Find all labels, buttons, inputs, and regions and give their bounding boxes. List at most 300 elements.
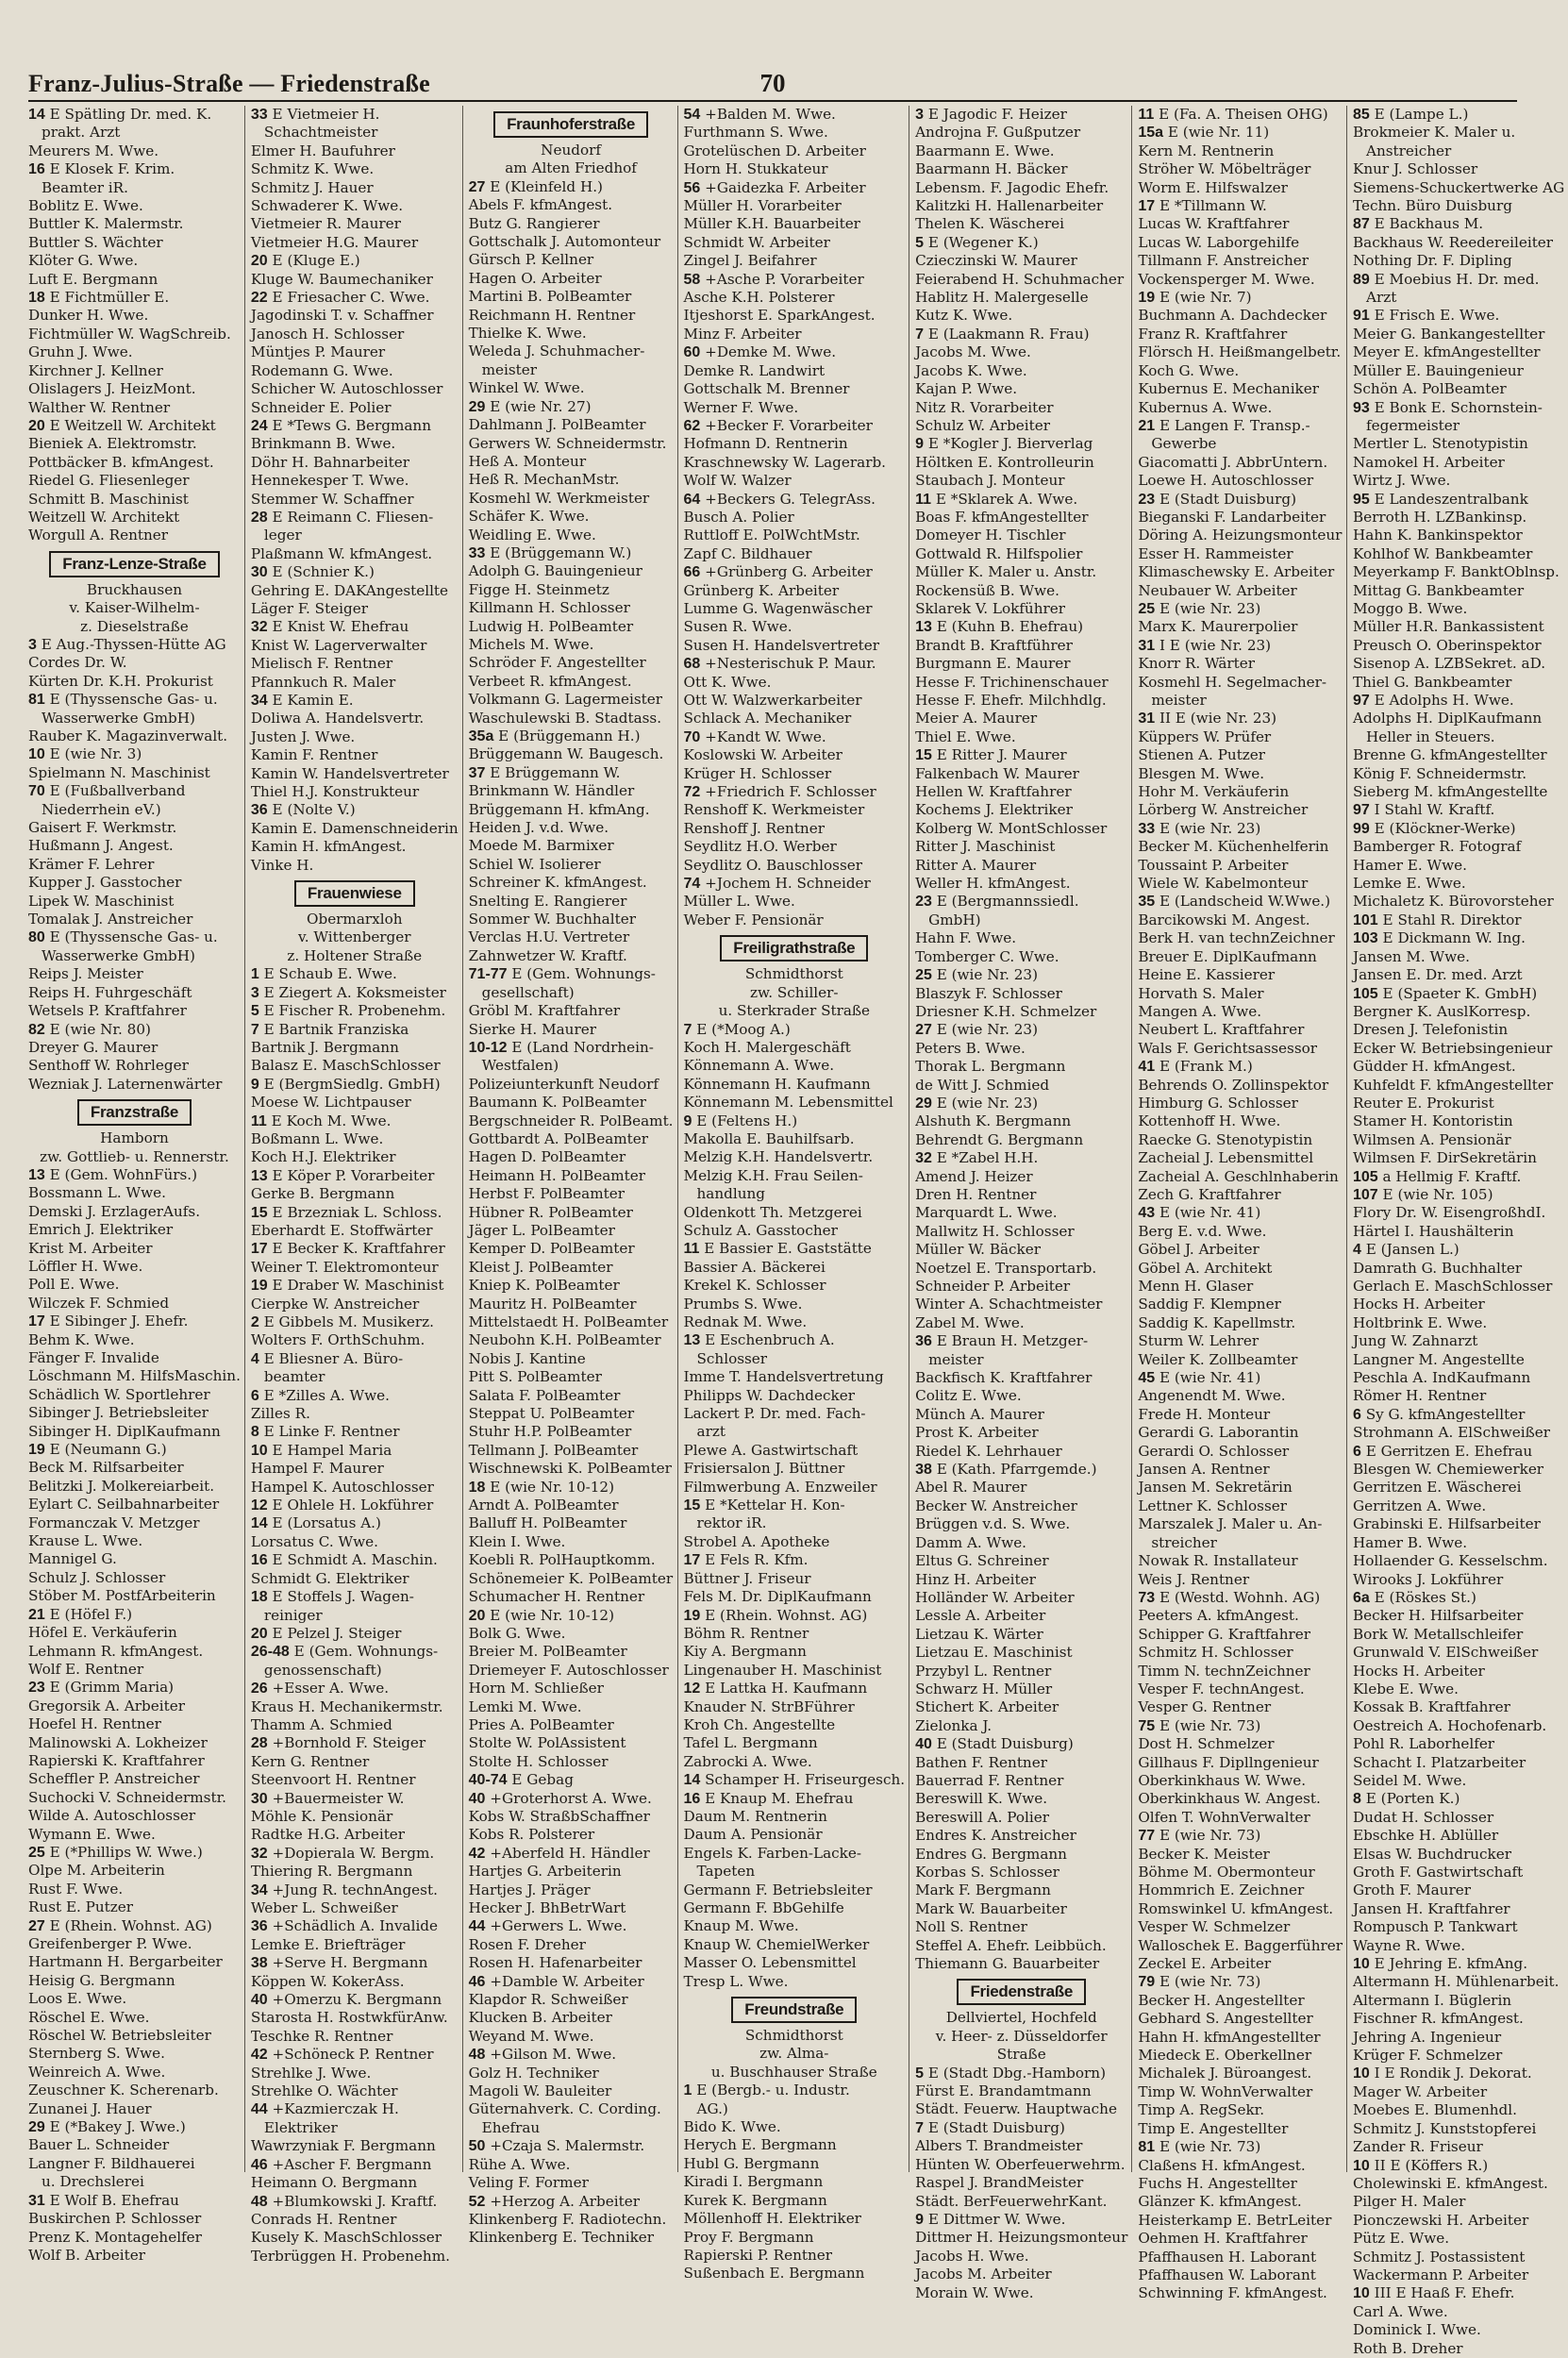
entry-text: Salata F. PolBeamter (468, 1386, 621, 1404)
directory-entry (915, 1552, 1127, 1570)
entry-text: Moebes E. Blumenhdl. (1353, 2101, 1517, 2119)
entry-text: E (wie Nr. 23) (1159, 599, 1261, 617)
directory-entry (469, 1734, 674, 1752)
directory-entry (1353, 1809, 1564, 1827)
directory-entry (684, 1643, 906, 1661)
entry-text: Behrends O. Zollinspektor (1138, 1076, 1329, 1094)
directory-entry (1353, 417, 1564, 435)
entry-text: Zacheial A. Geschlnhaberin (1138, 1167, 1339, 1185)
directory-entry (251, 1259, 459, 1277)
entry-text: Thiel H.J. Konstrukteur (250, 783, 420, 801)
entry-text: E (Kleinfeld H.) (490, 177, 603, 195)
column-4 (677, 106, 909, 2283)
entry-text: Peters B. Wwe. (915, 1039, 1026, 1057)
entry-text: Baumann K. PolBeamter (468, 1094, 647, 1112)
entry-text: Weinreich A. Wwe. (28, 2063, 166, 2081)
directory-entry (1353, 1937, 1564, 1955)
directory-entry (28, 1367, 241, 1385)
directory-entry (469, 1350, 674, 1368)
directory-entry (251, 1625, 459, 1643)
directory-entry (1138, 1021, 1343, 1039)
entry-text: Dunker H. Wwe. (28, 307, 149, 325)
directory-entry (251, 1350, 459, 1368)
directory-entry (684, 1845, 906, 1863)
directory-entry (251, 984, 459, 1002)
entry-text: Böhm R. Rentner (683, 1624, 809, 1642)
directory-entry (1353, 307, 1564, 325)
entry-text: Anstreicher (1366, 142, 1452, 159)
directory-entry (1138, 1735, 1343, 1753)
directory-entry (684, 1259, 906, 1277)
entry-text: Kobs R. Polsterer (468, 1826, 595, 1844)
house-number: 95 (1353, 491, 1370, 508)
directory-entry (1353, 1332, 1564, 1350)
directory-entry (28, 2136, 241, 2154)
entry-text: Sibinger H. DiplKaufmann (28, 1422, 221, 1440)
street-location-note (915, 2046, 1127, 2064)
house-number: 9 (915, 436, 924, 453)
entry-text: Menn H. Glaser (1138, 1278, 1254, 1295)
directory-entry (1353, 765, 1564, 783)
house-number: 24 (250, 417, 268, 434)
entry-text: E (Porten K.) (1365, 1790, 1460, 1808)
entry-text: Prenz K. Montagehelfer (28, 2228, 202, 2246)
directory-entry (1138, 2249, 1343, 2266)
entry-text: Suchocki V. Schneidermstr. (28, 1788, 226, 1806)
directory-entry (1138, 1095, 1343, 1112)
directory-entry (1138, 252, 1343, 270)
entry-text: E Ohlele H. Lokführer (272, 1497, 434, 1514)
entry-text: Kraus H. Mechanikermstr. (250, 1697, 443, 1715)
entry-text: Schicher W. Autoschlosser (250, 380, 443, 398)
entry-text: Schmidt G. Elektriker (250, 1569, 409, 1587)
directory-entry (469, 1991, 674, 2009)
entry-text: Burgmann E. Maurer (915, 655, 1071, 673)
entry-text: E (wie Nr. 73) (1159, 1716, 1261, 1734)
directory-entry (28, 2064, 241, 2082)
directory-entry (28, 1679, 241, 1697)
directory-entry (28, 1715, 241, 1733)
entry-text: Becker H. Angestellter (1138, 1991, 1305, 2009)
entry-text: Knauder N. StrBFührer (683, 1697, 855, 1715)
entry-text: Müller L. Wwe. (683, 893, 795, 911)
entry-text: E (wie Nr. 41) (1159, 1204, 1261, 1222)
entry-text: +Bauermeister W. (272, 1789, 405, 1807)
entry-text: Kalitzki H. Hallenarbeiter (915, 197, 1104, 215)
entry-text: Barcikowski M. Angest. (1138, 911, 1310, 928)
directory-entry (251, 1881, 459, 1899)
directory-entry (1138, 124, 1343, 142)
directory-entry (469, 745, 674, 763)
entry-text: Lietzau K. Wärter (915, 1625, 1043, 1643)
entry-text: Zunanei J. Hauer (28, 2099, 152, 2117)
directory-entry (1138, 2065, 1343, 2082)
entry-text: Makolla E. Bauhilfsarb. (683, 1129, 855, 1147)
entry-text: Wetsels P. Kraftfahrer (28, 1002, 187, 1020)
entry-text: +Gaidezka F. Arbeiter (705, 178, 866, 196)
entry-text: streicher (1151, 1533, 1217, 1551)
house-number: 43 (1138, 1205, 1156, 1222)
directory-entry (469, 581, 674, 599)
entry-text: Klöter G. Wwe. (28, 252, 139, 270)
directory-entry (684, 527, 906, 544)
street-location-note (684, 1002, 906, 1020)
directory-entry (684, 1094, 906, 1112)
directory-entry (28, 343, 241, 361)
directory-entry (251, 124, 459, 142)
house-number: 18 (468, 1479, 486, 1496)
entry-text: +Jochem H. Schneider (705, 875, 871, 893)
entry-text: Möllenhoff H. Elektriker (683, 2210, 861, 2228)
entry-text: Schwinning F. kfmAngest. (1138, 2284, 1327, 2302)
directory-entry (1353, 2065, 1564, 2082)
directory-entry (28, 1258, 241, 1276)
entry-text: E Weitzell W. Architekt (49, 416, 216, 434)
entry-text: Butz G. Rangierer (468, 214, 600, 232)
entry-text: Schumacher H. Rentner (468, 1588, 645, 1606)
entry-text: Gregorsik A. Arbeiter (28, 1697, 185, 1714)
directory-entry (1353, 1095, 1564, 1112)
directory-entry (28, 1917, 241, 1935)
directory-entry (1138, 399, 1343, 417)
directory-entry (28, 856, 241, 874)
directory-entry (1138, 2047, 1343, 2065)
entry-text: Wirtz J. Wwe. (1353, 472, 1451, 490)
entry-text: Schacht I. Platzarbeiter (1353, 1753, 1526, 1771)
directory-entry (469, 928, 674, 946)
directory-entry (251, 2137, 459, 2155)
directory-entry (469, 562, 674, 580)
directory-entry (469, 1570, 674, 1588)
house-number: 27 (915, 1022, 932, 1039)
directory-entry (469, 1002, 674, 1020)
entry-text: Gaisert F. Werkmstr. (28, 819, 177, 837)
directory-entry (1138, 1846, 1343, 1864)
directory-entry (469, 1497, 674, 1514)
entry-text: Hesse F. Trichinenschauer (915, 673, 1109, 691)
directory-entry (251, 472, 459, 490)
directory-entry (1353, 454, 1564, 472)
directory-entry (1138, 1497, 1343, 1515)
directory-entry (684, 2173, 906, 2191)
directory-entry (469, 1222, 674, 1240)
directory-entry (915, 1168, 1127, 1186)
house-number: 11 (250, 1112, 267, 1129)
entry-text: Buttler K. Malermstr. (28, 215, 184, 233)
directory-entry (915, 124, 1127, 142)
directory-entry (28, 893, 241, 911)
house-number: 73 (1138, 1589, 1156, 1606)
directory-entry (469, 527, 674, 544)
entry-text: Hahn K. Bankinspektor (1353, 527, 1523, 544)
entry-text: E (Neumann G.) (49, 1441, 167, 1459)
house-number: 28 (250, 509, 268, 526)
street-heading (251, 880, 459, 907)
directory-entry (469, 1259, 674, 1277)
directory-entry (1138, 637, 1343, 655)
entry-text: Weleda J. Schuhmacher- (468, 343, 645, 360)
house-number: 10 (28, 746, 45, 763)
directory-entry (469, 508, 674, 526)
entry-text: +Aberfeld H. Händler (490, 1844, 650, 1862)
street-location-note (469, 159, 674, 177)
entry-text: Driesner K.H. Schmelzer (915, 1002, 1097, 1020)
directory-entry (469, 1771, 674, 1789)
directory-entry (684, 1405, 906, 1423)
entry-text: Kurek K. Bergmann (683, 2191, 827, 2209)
directory-entry (1353, 1992, 1564, 2010)
directory-entry (1353, 2157, 1564, 2175)
directory-entry (915, 1809, 1127, 1827)
house-number: 33 (468, 544, 486, 561)
directory-entry (684, 160, 906, 178)
entry-text: Wischnewski K. PolBeamter (468, 1460, 672, 1478)
entry-text: Heisterkamp E. BetrLeiter (1138, 2211, 1332, 2229)
house-number: 11 (683, 1241, 700, 1258)
directory-entry (684, 362, 906, 380)
entry-text: Hocks H. Arbeiter (1353, 1296, 1485, 1313)
entry-text: Endres K. Anstreicher (915, 1827, 1076, 1845)
directory-entry (1353, 2340, 1564, 2358)
directory-entry (915, 1003, 1127, 1021)
entry-text: Müller K. Maler u. Anstr. (915, 563, 1097, 581)
directory-entry (915, 710, 1127, 727)
entry-text: Bauer L. Schneider (28, 2136, 170, 2154)
directory-entry (915, 1698, 1127, 1716)
entry-text: Loewe H. Autoschlosser (1138, 472, 1314, 490)
entry-text: E Ziegert A. Koksmeister (263, 983, 446, 1001)
directory-entry (1353, 289, 1564, 307)
directory-entry (684, 1331, 906, 1349)
entry-text: Veling F. Former (468, 2174, 589, 2192)
house-number: 15 (683, 1497, 701, 1514)
directory-entry (915, 1681, 1127, 1698)
entry-text: Tomalak J. Anstreicher (28, 911, 193, 928)
entry-text: Pionczewski H. Arbeiter (1353, 2211, 1529, 2229)
house-number: 10-12 (468, 1039, 508, 1056)
house-number: 14 (28, 107, 45, 123)
entry-text: Winkel W. Wwe. (468, 379, 585, 397)
directory-entry (469, 1514, 674, 1532)
directory-entry (1353, 1698, 1564, 1716)
directory-entry (915, 2193, 1127, 2211)
directory-entry (684, 2082, 906, 2099)
street-location-note (28, 1148, 241, 1166)
entry-text: Janosch H. Schlosser (250, 325, 405, 343)
entry-text: Gröbl M. Kraftfahrer (468, 1002, 621, 1020)
directory-entry (28, 1057, 241, 1075)
entry-text: Wilmsen F. DirSekretärin (1353, 1149, 1537, 1167)
house-number: 7 (683, 1021, 692, 1038)
directory-entry (251, 1296, 459, 1313)
directory-entry (1353, 1314, 1564, 1332)
entry-text: Frisiersalon J. Büttner (683, 1460, 845, 1478)
directory-entry (28, 1972, 241, 1990)
entry-text: Hellen W. Kraftfahrer (915, 783, 1072, 801)
directory-entry (469, 1057, 674, 1075)
directory-entry (1353, 1021, 1564, 1039)
entry-text: Gerardi G. Laborantin (1138, 1424, 1299, 1442)
directory-entry (684, 1442, 906, 1460)
entry-text: E Stoffels J. Wagen- (272, 1588, 414, 1606)
house-number: 6 (250, 1387, 259, 1404)
directory-entry (469, 710, 674, 727)
directory-entry (251, 1917, 459, 1935)
directory-entry (469, 2174, 674, 2192)
entry-text: E (wie Nr. 7) (1159, 289, 1252, 307)
entry-text: Klein I. Wwe. (468, 1532, 566, 1550)
directory-entry (684, 783, 906, 801)
directory-entry (251, 820, 459, 838)
directory-entry (915, 637, 1127, 655)
entry-text: Noetzel E. Transportarb. (915, 1259, 1097, 1277)
entry-text: Starosta H. RostwkfürAnw. (250, 2009, 448, 2027)
entry-text: Kern M. Rentnerin (1138, 142, 1275, 159)
entry-text: Knist W. Lagerverwalter (250, 636, 427, 654)
entry-text: Köppen W. KokerAss. (250, 1972, 405, 1990)
directory-entry (1138, 966, 1343, 984)
entry-text: Breier M. PolBeamter (468, 1643, 627, 1661)
entry-text: Beck M. Rilfsarbeiter (28, 1459, 184, 1477)
directory-entry (1353, 545, 1564, 563)
entry-text: Renshoff K. Werkmeister (683, 801, 865, 819)
entry-text: Weitzell W. Architekt (28, 508, 180, 526)
entry-text: Mangen A. Wwe. (1138, 1002, 1262, 1020)
directory-entry (1138, 1241, 1343, 1259)
entry-text: Röschel E. Wwe. (28, 2008, 150, 2026)
house-number: 21 (28, 1606, 45, 1623)
directory-entry (469, 2137, 674, 2155)
street-location-note (251, 928, 459, 946)
street-location-note (684, 965, 906, 983)
directory-entry (1138, 289, 1343, 307)
directory-entry (251, 783, 459, 801)
entry-text: Klucken B. Arbeiter (468, 2009, 612, 2027)
directory-entry (1353, 1241, 1564, 1259)
entry-text: E (Rhein. Wohnst. AG) (705, 1606, 868, 1624)
entry-text: Jagodinski T. v. Schaffner (250, 307, 434, 325)
house-number: 29 (28, 2119, 45, 2136)
entry-text: Schmitz J. Kunststopferei (1353, 2119, 1537, 2137)
entry-text: Giacomatti J. AbbrUntern. (1138, 453, 1328, 471)
entry-text: E Spätling Dr. med. K. (49, 106, 212, 123)
directory-entry (251, 563, 459, 581)
directory-entry (28, 454, 241, 472)
house-number: 101 (1353, 911, 1378, 928)
entry-text: Bergschneider R. PolBeamt. (468, 1112, 674, 1129)
entry-text: E (Westd. Wohnh. AG) (1159, 1588, 1321, 1606)
entry-text: Michalek J. Büroangest. (1138, 2065, 1312, 2082)
entry-text: Büttner J. Friseur (683, 1569, 811, 1587)
house-number: 31 (1138, 711, 1156, 727)
street-heading (469, 111, 674, 138)
house-number: 5 (250, 1003, 259, 1020)
directory-entry (1138, 1260, 1343, 1278)
entry-text: GmbH) (928, 911, 981, 928)
house-number: 32 (915, 1150, 932, 1167)
entry-text: +Gerwers L. Wwe. (490, 1917, 627, 1935)
entry-text: Busch A. Polier (683, 508, 794, 526)
directory-entry (915, 728, 1127, 746)
directory-entry (684, 1497, 906, 1514)
directory-entry (1138, 509, 1343, 527)
directory-entry (28, 1295, 241, 1313)
directory-entry (1138, 454, 1343, 472)
directory-entry (28, 2155, 241, 2173)
entry-text: E (Brüggemann W.) (490, 544, 632, 561)
directory-entry (915, 509, 1127, 527)
directory-entry (684, 1148, 906, 1166)
entry-text: Oberkinkhaus W. Wwe. (1138, 1771, 1307, 1789)
entry-text: Bassier A. Bäckerei (683, 1258, 826, 1276)
directory-entry (684, 1167, 906, 1185)
entry-text: Senthoff W. Rohrleger (28, 1057, 189, 1075)
directory-entry (915, 1406, 1127, 1424)
directory-entry (251, 2248, 459, 2266)
house-number: 6a (1353, 1589, 1370, 1606)
directory-entry (915, 2211, 1127, 2229)
directory-entry (1138, 857, 1343, 875)
directory-entry (1353, 1790, 1564, 1808)
entry-text: Morain W. Wwe. (915, 2283, 1034, 2301)
directory-entry (915, 1881, 1127, 1899)
directory-entry (1353, 2212, 1564, 2230)
entry-text: Hampel F. Maurer (250, 1460, 384, 1478)
directory-entry (1138, 1552, 1343, 1570)
entry-text: v. Kaiser-Wilhelm- (69, 599, 200, 617)
entry-text: Breuer E. DiplKaufmann (1138, 947, 1317, 965)
house-number: 3 (28, 636, 37, 653)
house-number: 58 (683, 271, 701, 288)
directory-entry (28, 2045, 241, 2063)
columns (28, 106, 1565, 2357)
entry-text: E Eschenbruch A. (705, 1331, 835, 1349)
entry-text: Gerritzen E. Wäscherei (1353, 1479, 1522, 1497)
entry-text: Susen R. Wwe. (683, 618, 792, 636)
directory-entry (684, 1954, 906, 1972)
directory-entry (28, 1184, 241, 1202)
entry-text: Tafel L. Bergmann (683, 1734, 818, 1752)
directory-entry (1353, 1607, 1564, 1625)
directory-entry (684, 1112, 906, 1130)
entry-text: Schamper H. Friseurgesch. (705, 1771, 906, 1789)
directory-entry (251, 1607, 459, 1625)
directory-entry (684, 2100, 906, 2118)
entry-text: Hohr M. Verkäuferin (1138, 783, 1290, 801)
entry-text: E (Röskes St.) (1374, 1588, 1476, 1606)
entry-text: +Schöneck P. Rentner (272, 2046, 434, 2064)
directory-entry (1138, 1112, 1343, 1130)
entry-text: Langner F. Bildhauerei (28, 2154, 195, 2172)
entry-text: Kirchner J. Kellner (28, 361, 163, 379)
directory-entry (915, 1497, 1127, 1515)
entry-text: Belitzki J. Molkereiarbeit. (28, 1477, 215, 1495)
entry-text: Marszalek J. Maler u. An- (1138, 1515, 1323, 1533)
directory-entry (251, 2119, 459, 2137)
entry-text: Pottbäcker B. kfmAngest. (28, 453, 214, 471)
street-name: Franz-Lenze-Straße (49, 551, 219, 577)
entry-text: Filmwerbung A. Enzweiler (683, 1478, 877, 1496)
entry-text: E (Kuhn B. Ehefrau) (936, 618, 1084, 636)
directory-entry (1138, 215, 1343, 233)
directory-entry (1138, 1168, 1343, 1186)
entry-text: Gillhaus F. Dipllngenieur (1138, 1753, 1319, 1771)
entry-text: E Fichtmüller E. (49, 289, 170, 307)
entry-text: Gerardi O. Schlosser (1138, 1442, 1290, 1460)
street-name: Franzstraße (77, 1099, 192, 1126)
entry-text: Thiemann G. Bauarbeiter (915, 1955, 1100, 1973)
entry-text: Rednak M. Wwe. (683, 1313, 808, 1330)
